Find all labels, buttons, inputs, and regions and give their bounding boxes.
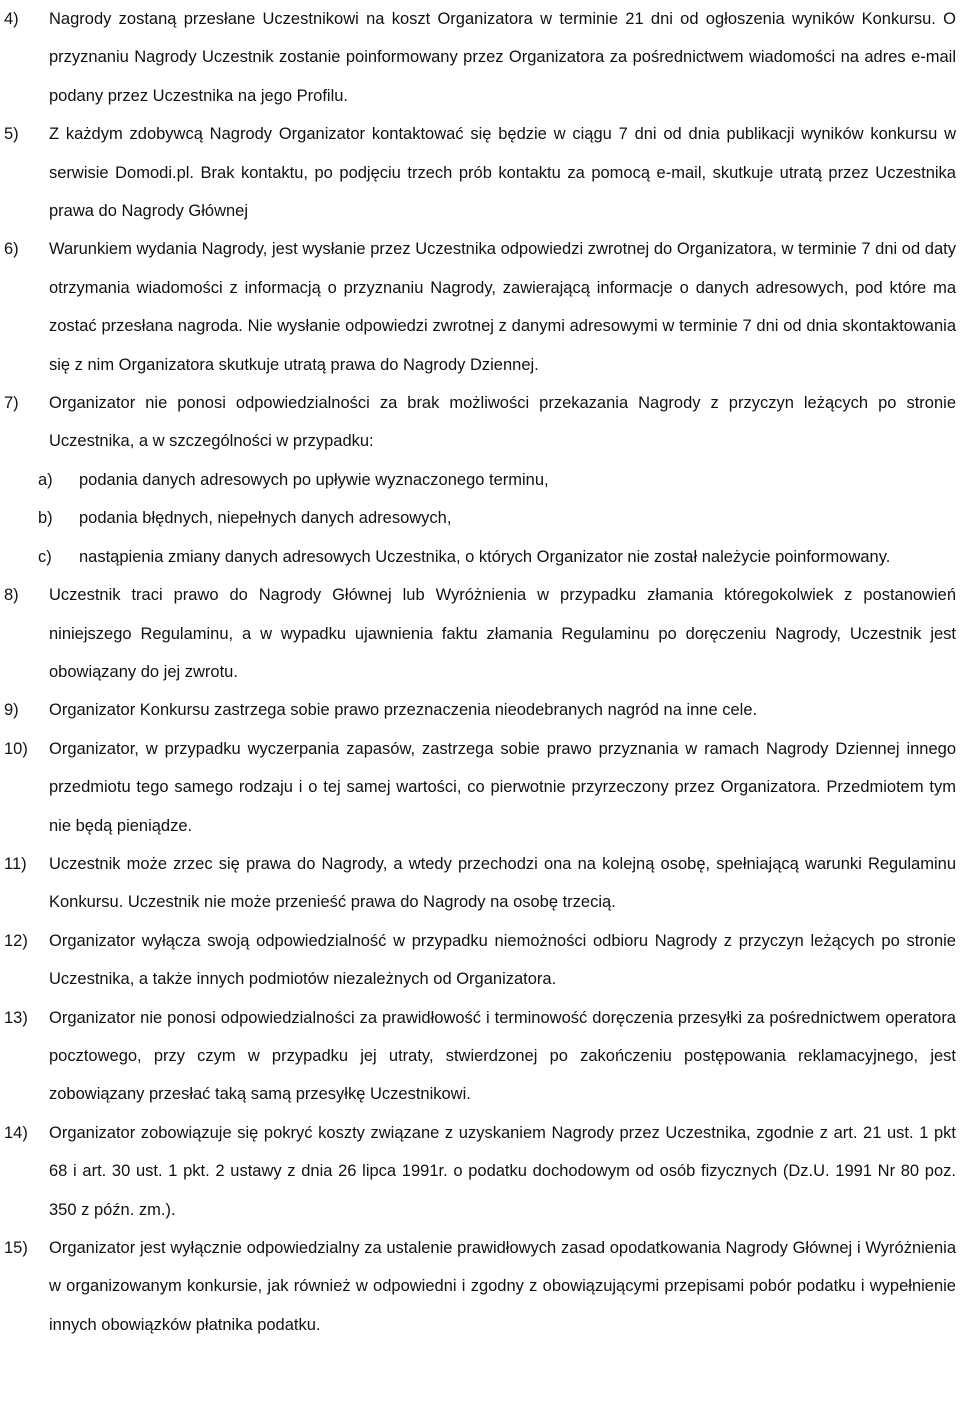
- item-text: Organizator zobowiązuje się pokryć koszty związane z uzyskaniem Nagrody przez Uczestnika, zgodnie z art. 21 ust. 1 pkt 68 i art. 30 ust. 1 pkt. 2 ustawy z dnia 26 lipca 1991r. o podatku dochodowym od osób fizycznych (Dz.U. 1991 Nr 80 poz. 350 z późn. zm.).: [49, 1123, 956, 1219]
- item-text: Z każdym zdobywcą Nagrody Organizator kontaktować się będzie w ciągu 7 dni od dnia publikacji wyników konkursu w serwisie Domodi.pl. Brak kontaktu, po podjęciu trzech prób kontaktu za pomocą e-mail, skutkuje utratą przez Uczestnika prawa do Nagrody Głównej: [49, 125, 956, 221]
- sub-item-letter: b): [38, 509, 53, 528]
- list-item: [0, 999, 960, 1114]
- sub-item-text: podania błędnych, niepełnych danych adresowych,: [79, 509, 452, 528]
- list-item: [0, 922, 960, 999]
- item-text: Organizator, w przypadku wyczerpania zapasów, zastrzega sobie prawo przyznania w ramach Nagrody Dziennej innego przedmiotu tego samego rodzaju i o tej samej wartości, co pierwotnie przyrzeczony przez Organizatora. Przedmiotem tym nie będą pieniądze.: [49, 739, 956, 835]
- sub-item-text: nastąpienia zmiany danych adresowych Uczestnika, o których Organizator nie został należycie poinformowany.: [79, 547, 891, 566]
- list-item: [0, 0, 960, 115]
- sub-list-item: [0, 538, 960, 576]
- item-number: 5): [4, 125, 19, 144]
- item-number: 13): [4, 1008, 28, 1027]
- list-item: [0, 576, 960, 691]
- sub-item-letter: a): [38, 470, 53, 489]
- list-item: [0, 730, 960, 845]
- list-item: [0, 230, 960, 384]
- item-number: 8): [4, 586, 19, 605]
- item-text: Warunkiem wydania Nagrody, jest wysłanie przez Uczestnika odpowiedzi zwrotnej do Organizatora, w terminie 7 dni od daty otrzymania wiadomości z informacją o przyznaniu Nagrody, zawierającą informacje o danych adresowych, pod które ma zostać przesłana nagroda. Nie wysłanie odpowiedzi zwrotnej z danymi adresowymi w terminie 7 dni od dnia skontaktowania się z nim Organizatora skutkuje utratą prawa do Nagrody Dziennej.: [49, 240, 956, 374]
- item-number: 11): [4, 854, 27, 873]
- item-text: Organizator nie ponosi odpowiedzialności za brak możliwości przekazania Nagrody z przyczyn leżących po stronie Uczestnika, a w szczególności w przypadku:: [49, 394, 956, 451]
- list-item: [0, 1229, 960, 1344]
- item-text: Uczestnik traci prawo do Nagrody Głównej lub Wyróżnienia w przypadku złamania któregokolwiek z postanowień niniejszego Regulaminu, a w wypadku ujawnienia faktu złamania Regulaminu po doręczeniu Nagrody, Uczestnik jest obowiązany do jej zwrotu.: [49, 586, 956, 681]
- sub-list-item: [0, 499, 960, 537]
- item-number: 4): [4, 10, 19, 28]
- item-number: 7): [4, 394, 19, 413]
- list-item: [0, 845, 960, 922]
- item-text: Organizator Konkursu zastrzega sobie prawo przeznaczenia nieodebranych nagród na inne cele.: [49, 701, 758, 720]
- sub-item-text: podania danych adresowych po upływie wyznaczonego terminu,: [79, 470, 549, 489]
- item-number: 12): [4, 931, 28, 950]
- sub-list-item: [0, 461, 960, 499]
- item-text: Nagrody zostaną przesłane Uczestnikowi na koszt Organizatora w terminie 21 dni od ogłoszenia wyników Konkursu. O przyznaniu Nagrody Uczestnik zostanie poinformowany przez Organizatora za pośrednictwem wiadomości na adres e-mail podany przez Uczestnika na jego Profilu.: [49, 10, 956, 105]
- list-item: [0, 1114, 960, 1229]
- sub-item-letter: c): [38, 547, 52, 566]
- item-text: Organizator jest wyłącznie odpowiedzialny za ustalenie prawidłowych zasad opodatkowania Nagrody Głównej i Wyróżnienia w organizowanym konkursie, jak również w odpowiedni i zgodny z obowiązującymi przepisami pobór podatku i wypełnienie innych obowiązków płatnika podatku.: [49, 1239, 956, 1334]
- list-item: [0, 384, 960, 461]
- item-number: 6): [4, 240, 19, 259]
- item-number: 9): [4, 701, 19, 720]
- list-item: [0, 691, 960, 729]
- item-number: 15): [4, 1239, 28, 1257]
- item-text: Uczestnik może zrzec się prawa do Nagrody, a wtedy przechodzi ona na kolejną osobę, spełniającą warunki Regulaminu Konkursu. Uczestnik nie może przenieść prawa do Nagrody na osobę trzecią.: [49, 854, 956, 912]
- item-text: Organizator nie ponosi odpowiedzialności za prawidłowość i terminowość doręczenia przesyłki za pośrednictwem operatora pocztowego, przy czym w przypadku jej utraty, stwierdzonej po zakończeniu postępowania reklamacyjnego, jest zobowiązany przesłać taką samą przesyłkę Uczestnikowi.: [49, 1008, 956, 1104]
- list-item: [0, 115, 960, 230]
- item-text: Organizator wyłącza swoją odpowiedzialność w przypadku niemożności odbioru Nagrody z przyczyn leżących po stronie Uczestnika, a także innych podmiotów niezależnych od Organizatora.: [49, 931, 956, 989]
- item-number: 14): [4, 1123, 28, 1142]
- item-number: 10): [4, 739, 28, 758]
